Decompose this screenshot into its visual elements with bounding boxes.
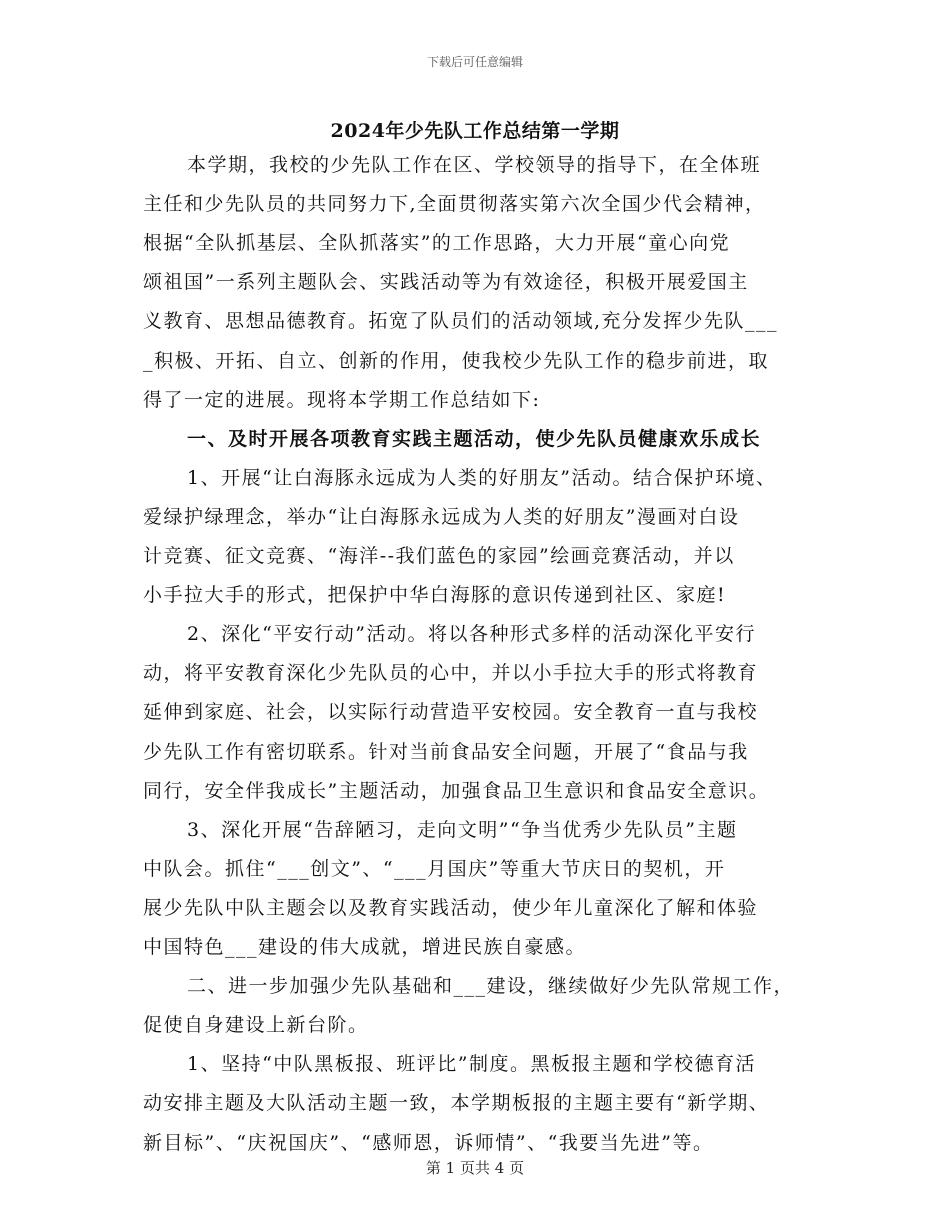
document-title: 2024年少先队工作总结第一学期 (330, 120, 620, 142)
page-number-footer: 第 1 页共 4 页 (425, 1159, 525, 1177)
body-line: 爱绿护绿理念，举办“让白海豚永远成为人类的好朋友”漫画对白设 (143, 505, 740, 528)
body-line: 2、深化“平安行动”活动。将以各种形式多样的活动深化平安行 (187, 623, 757, 646)
body-line: 动安排主题及大队活动主题一致，本学期板报的主题主要有“新学期、 (143, 1092, 770, 1115)
body-line: 1、开展“让白海豚永远成为人类的好朋友”活动。结合保护环境、 (187, 466, 777, 489)
body-line: 根据“全队抓基层、全队抓落实”的工作思路，大力开展“童心向党 (143, 232, 731, 255)
body-line: 得了一定的进展。现将本学期工作总结如下: (143, 388, 541, 411)
body-line: _积极、开拓、自立、创新的作用，使我校少先队工作的稳步前进，取 (143, 349, 770, 372)
body-line: 3、深化开展“告辞陋习，走向文明”“争当优秀少先队员”主题 (187, 818, 738, 841)
body-line: 展少先队中队主题会以及教育实践活动，使少年儿童深化了解和体验 (143, 896, 759, 919)
body-line: 小手拉大手的形式，把保护中华白海豚的意识传递到社区、家庭! (143, 584, 727, 607)
body-line: 义教育、思想品德教育。拓宽了队员们的活动领域,充分发挥少先队___ (143, 310, 779, 333)
body-line: 少先队工作有密切联系。针对当前食品安全问题，开展了“食品与我 (143, 740, 749, 763)
body-line: 1、坚持“中队黑板报、班评比”制度。黑板报主题和学校德育活 (187, 1053, 757, 1076)
body-line: 本学期，我校的少先队工作在区、学校领导的指导下，在全体班 (187, 154, 762, 176)
body-line: 计竞赛、征文竞赛、“海洋--我们蓝色的家园”绘画竞赛活动，并以 (143, 545, 735, 567)
page-header-note: 下载后可任意编辑 (426, 55, 523, 69)
body-line: 新目标”、“庆祝国庆”、“感师恩，诉师情”、“我要当先进”等。 (143, 1131, 714, 1154)
body-line: 促使自身建设上新台阶。 (143, 1014, 369, 1037)
body-line: 一、及时开展各项教育实践主题活动，使少先队员健康欢乐成长 (187, 427, 762, 450)
body-line: 同行，安全伴我成长”主题活动，加强食品卫生意识和食品安全意识。 (143, 779, 770, 802)
body-line: 中队会。抓住“___创文”、“___月国庆”等重大节庆日的契机，开 (143, 857, 726, 880)
body-line: 二、进一步加强少先队基础和___建设，继续做好少先队常规工作， (187, 975, 795, 998)
body-line: 延伸到家庭、社会，以实际行动营造平安校园。安全教育一直与我校 (143, 701, 759, 724)
body-line: 颂祖国”一系列主题队会、实践活动等为有效途径，积极开展爱国主 (143, 271, 749, 294)
body-line: 动，将平安教育深化少先队员的心中，并以小手拉大手的形式将教育 (143, 662, 759, 685)
body-line: 主任和少先队员的共同努力下,全面贯彻落实第六次全国少代会精神， (143, 193, 766, 216)
body-line: 中国特色___建设的伟大成就，增进民族自豪感。 (143, 936, 587, 958)
